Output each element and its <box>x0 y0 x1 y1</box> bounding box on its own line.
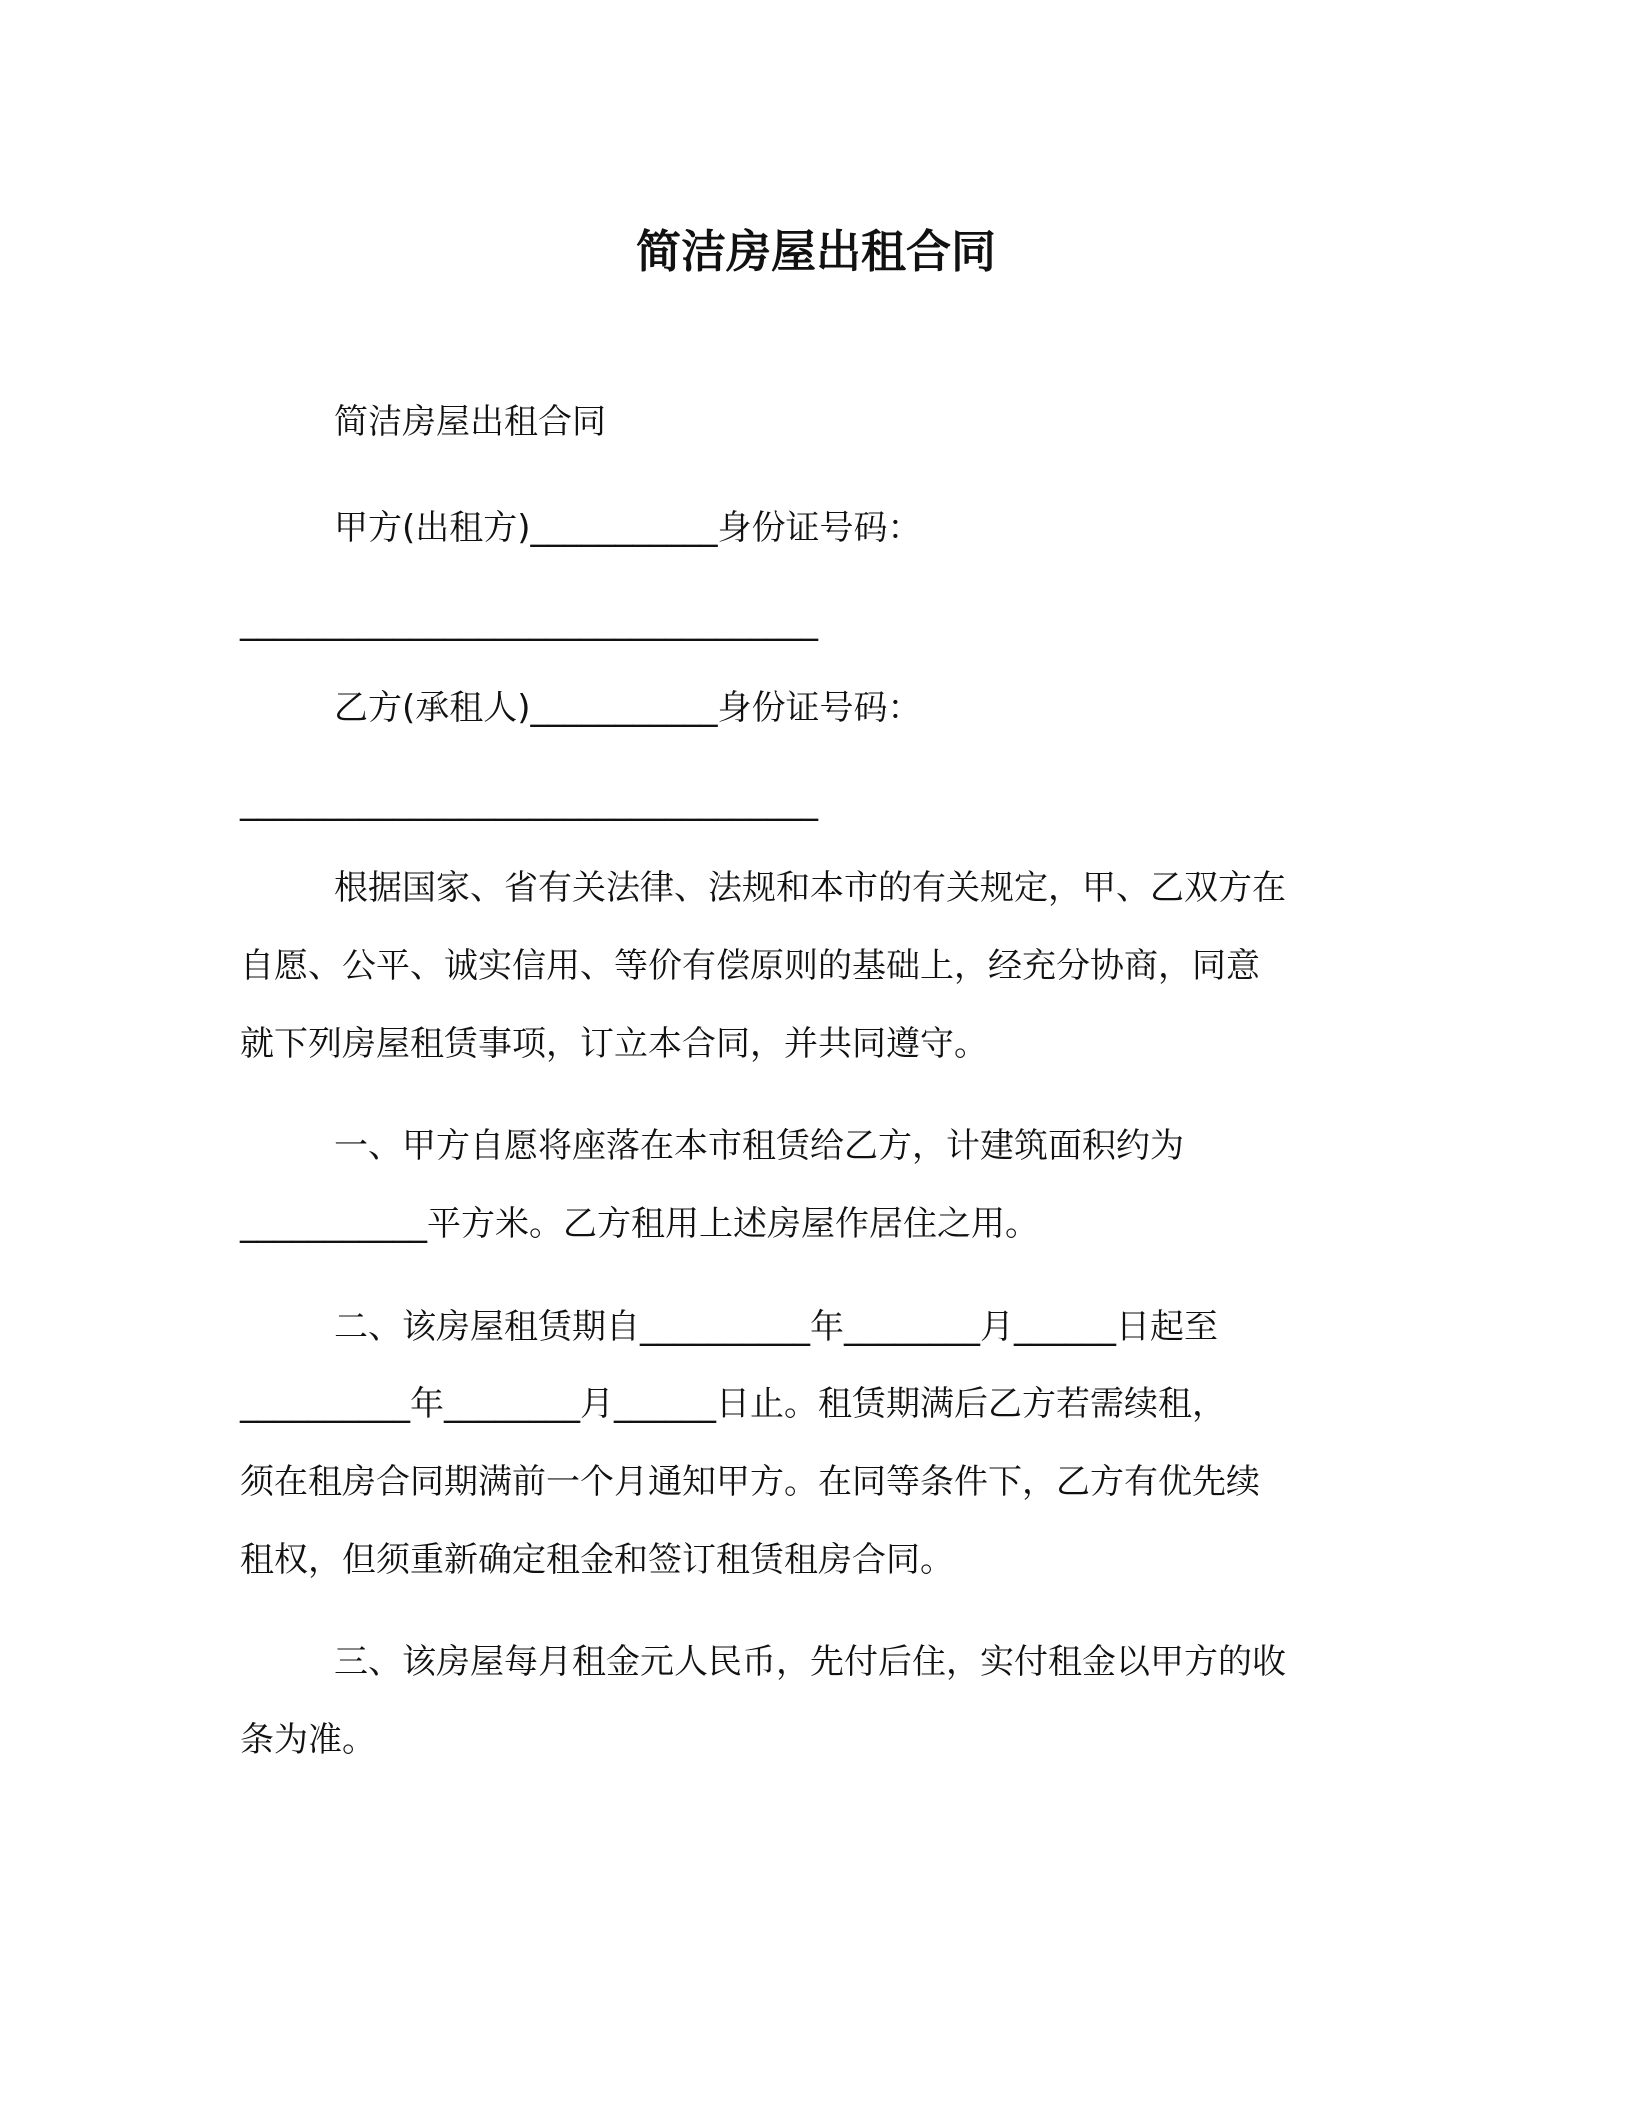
preamble-line-2: 自愿、公平、诚实信用、等价有偿原则的基础上，经充分协商，同意 <box>240 946 1260 986</box>
party-a-id-blank: __________________________________ <box>240 602 818 642</box>
party-b-line: 乙方(承租人)___________身份证号码： <box>334 688 922 728</box>
clause-2-line-2: __________年________月______日止。租赁期满后乙方若需续租， <box>240 1384 1226 1424</box>
clause-3-line-1: 三、该房屋每月租金元人民币，先付后住，实付租金以甲方的收 <box>334 1642 1286 1682</box>
party-b-id-blank: __________________________________ <box>240 782 818 822</box>
clause-2-line-1: 二、该房屋租赁期自__________年________月______日起至 <box>334 1307 1218 1347</box>
clause-3-line-2: 条为准。 <box>240 1720 376 1760</box>
clause-1-line-1: 一、甲方自愿将座落在本市租赁给乙方，计建筑面积约为 <box>334 1126 1184 1166</box>
clause-2-line-3: 须在租房合同期满前一个月通知甲方。在同等条件下，乙方有优先续 <box>240 1462 1260 1502</box>
preamble-line-3: 就下列房屋租赁事项，订立本合同，并共同遵守。 <box>240 1024 988 1064</box>
party-a-line: 甲方(出租方)___________身份证号码： <box>334 508 922 548</box>
clause-2-line-4: 租权，但须重新确定租金和签订租赁租房合同。 <box>240 1540 954 1580</box>
clause-1-line-2: ___________平方米。乙方租用上述房屋作居住之用。 <box>240 1204 1039 1244</box>
document-subtitle: 简洁房屋出租合同 <box>334 402 606 442</box>
document-title: 简洁房屋出租合同 <box>635 225 996 278</box>
preamble-line-1: 根据国家、省有关法律、法规和本市的有关规定，甲、乙双方在 <box>334 868 1286 908</box>
